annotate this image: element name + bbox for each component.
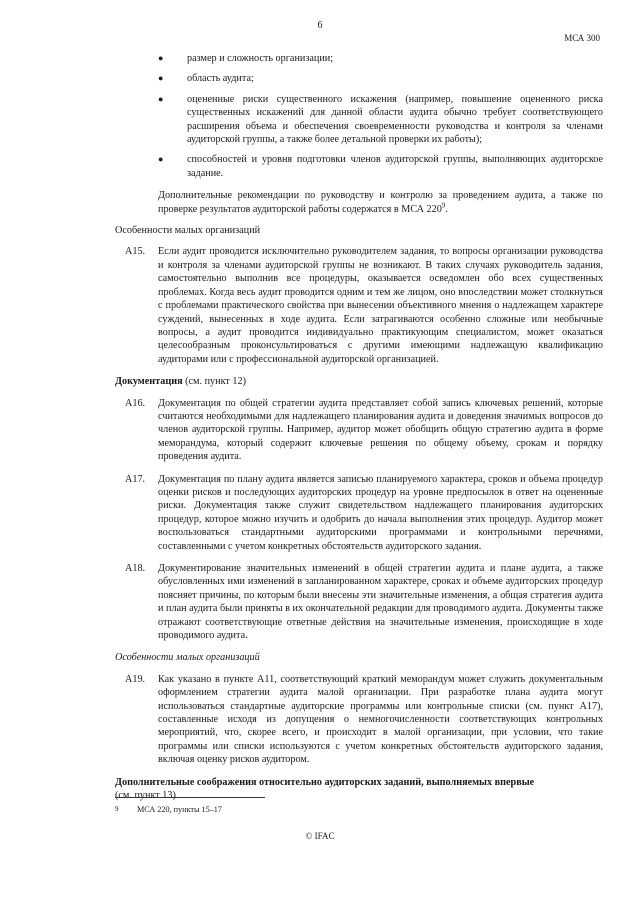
bullet-icon: ● [158,93,164,104]
paragraph-number: A19. [125,673,146,685]
heading-bold-text: Дополнительные соображения относительно аудиторских заданий, выполняемых впервые [115,776,535,788]
list-item [115,72,603,85]
section-heading-first-time-audits [115,776,603,803]
paragraph-a15 [115,245,603,366]
paragraph-text: Документирование значительных изменений в общей стратегии аудита и плане аудита, а также обусловленных ими изменений в запланированном характере, сроках и объеме аудиторских процедур поясняет причины, по которым были внесены эти значительные изменения, а общая стратегия аудита и план аудита были приняты в их окончательной редакции для проводимого аудита. Документы также отражают соответствующие ответные действия на значительные изменения, происходящие в ходе проводимого аудита. [158,563,603,642]
bullet-icon: ● [158,73,164,84]
paragraph-a18 [115,562,603,642]
list-item [115,52,603,65]
bullet-list [115,52,603,180]
page-number: 6 [317,20,323,31]
list-item [115,153,603,180]
paragraph-a17 [115,473,603,553]
intro-tail: . [445,203,448,215]
footnote-divider [115,797,265,798]
footnote [115,805,222,814]
bullet-icon: ● [158,53,164,63]
bullet-text: размер и сложность организации; [187,53,334,64]
section-heading-small-entities-2: Особенности малых организаций [115,652,260,664]
bullet-text: область аудита; [187,73,254,85]
footnote-mark: 9 [115,805,119,813]
footnote-reference[interactable]: 9 [441,201,446,210]
bullet-icon: ● [158,154,164,165]
paragraph-number: A18. [125,563,146,574]
paragraph-number: A16. [125,397,146,409]
heading-ref-text: (см. пункт 12) [182,376,246,388]
bullet-text: способностей и уровня подготовки членов аудиторской группы, выполняющих аудиторское задание. [187,154,603,179]
footnote-text: МСА 220, пункты 15–17 [137,805,222,814]
heading-ref-text: (см. пункт 13) [115,790,176,802]
paragraph-number: A17. [125,473,146,485]
section-heading-small-entities: Особенности малых организаций [115,225,261,237]
intro-text: Дополнительные рекомендации по руководству и контролю за проведением аудита, а также по проверке результатов аудиторской работы содержатся в МСА 220 [158,190,603,215]
standard-label: МСА 300 [564,33,600,43]
paragraph-text: Документация по плану аудита является записью планируемого характера, сроков и объема процедур оценки рисков и последующих аудиторских процедур на уровне предпосылок в ответ на оцененные риски. Документация также служит свидетельством надлежащего планирования аудиторских процедур, которое можно изучить и одобрить до начала выполнения этих процедур. Аудитор может воспользоваться стандартными аудиторскими программами и контрольными перечнями, составленными с учетом конкретных обстоятельств аудиторского задания. [158,473,603,552]
list-item [115,93,603,147]
page-body [115,52,603,811]
paragraph-text: Если аудит проводится исключительно руководителем задания, то вопросы организации руководства и контроля за членами аудиторской группы не возникают. В таких случаях руководитель задания, самостоятельно выполнив все процедуры, оказывается осведомлен обо всех существенных проблемах. Когда весь аудит проводится одним и тем же лицом, оно впоследствии может столкнуться с проблемами практического свойства при вынесении объективного мнения о надлежащем характере суждений, вынесенных в ходе аудита. Если затрагиваются особенно сложные или необычные вопросы, а аудит проводится индивидуально практикующим специалистом, может оказаться целесообразным проконсультироваться с другими имеющими надлежащую квалификацию аудиторами или с профессиональной аудиторской организацией. [158,246,603,365]
intro-paragraph [158,189,603,216]
paragraph-a16 [115,397,603,464]
paragraph-a19 [115,673,603,767]
section-heading-documentation [115,375,603,388]
bullet-text: оцененные риски существенного искажения (например, повышение оцененного риска существенных искажений для данной области аудита обычно требует соответствующего расширения объема и обеспечения своевременности руководства и контроля за членами аудиторской группы, а также более детальной проверки их работы); [187,93,603,146]
heading-bold-text: Документация [115,376,183,388]
paragraph-number: A15. [125,246,146,258]
page-footer: © IFAC [305,831,335,841]
paragraph-text: Как указано в пункте A11, соответствующий краткий меморандум может служить документальным оформлением стратегии аудита малой организации. При разработке плана аудита могут использоваться стандартные аудиторские программы или контрольные списки (см. пункт A17), составленные исходя из допущения о немногочисленности соответствующих контрольных мероприятий, что, скорее всего, и происходит в малой организации, при условии, что такие программы или списки используются с учетом конкретных обстоятельств аудиторского задания, включая оценку рисков аудитором. [158,673,603,766]
paragraph-text: Документация по общей стратегии аудита представляет собой запись ключевых решений, которые считаются необходимыми для надлежащего планирования аудита и доведения значимых вопросов до членов аудиторской группы. Например, аудитор может обобщить общую стратегию аудита в форме меморандума, который содержит ключевые решения по общему объему, срокам и порядку проведения аудита. [158,397,603,463]
